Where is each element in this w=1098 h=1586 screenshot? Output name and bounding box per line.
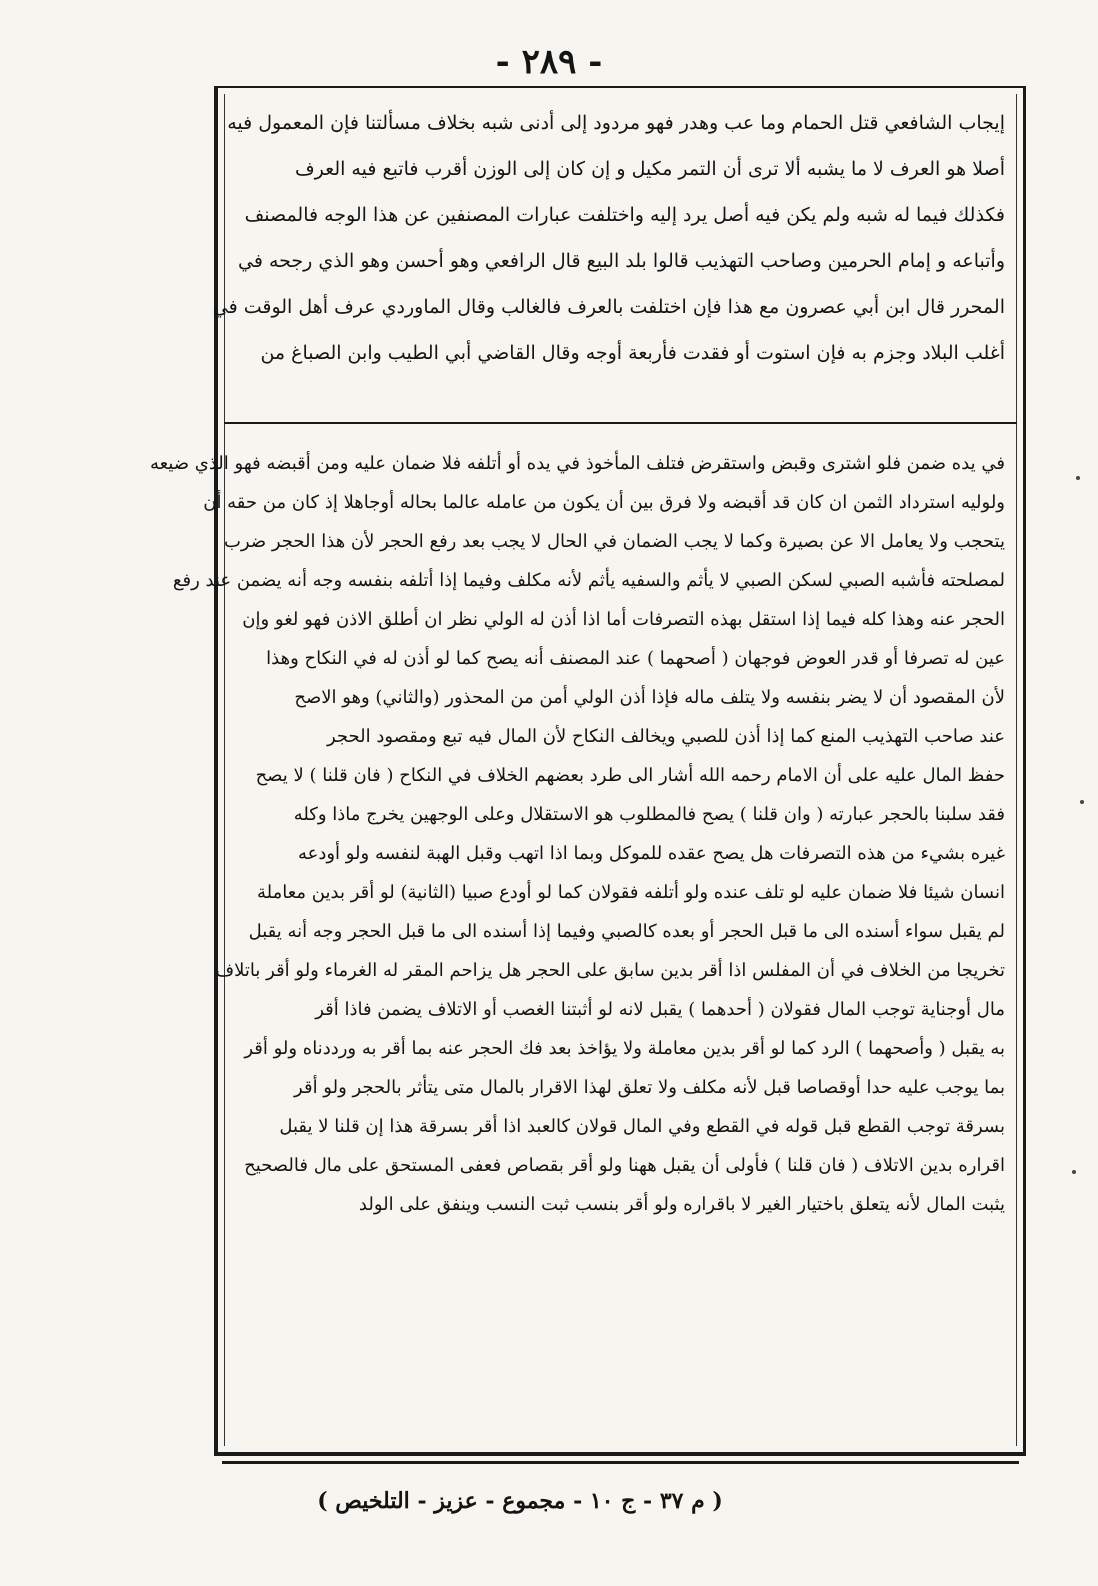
commentary-text <box>150 444 1005 1224</box>
commentary-line: غيره بشيء من هذه التصرفات هل يصح عقده للموكل وبما اذا اتهب وقبل الهبة لنفسه ولو أودعه <box>297 843 1005 864</box>
commentary-line: اقراره بدين الاتلاف ( فان قلنا ) فأولى أن يقبل ههنا ولو أقر بقصاص فعفى المستحق على مال فالصحيح <box>244 1155 1005 1176</box>
commentary-line: عند صاحب التهذيب المنع كما إذا أذن للصبي ويخالف النكاح لأن المال فيه تبع ومقصود الحجر <box>326 726 1005 747</box>
commentary-line: مال أوجناية توجب المال فقولان ( أحدهما ) يقبل لانه لو أثبتنا الغصب أو الاتلاف يضمن فاذا أقر <box>315 999 1005 1020</box>
commentary-line: به يقبل ( وأصحهما ) الرد كما لو أقر بدين معاملة ولا يؤاخذ بعد فك الحجر عنه بما أقر به ورددناه ولو أقر <box>244 1038 1005 1059</box>
commentary-line: لم يقبل سواء أسنده الى ما قبل الحجر أو بعده كالصبي وفيما إذا أسنده الى ما قبل الحجر وجه أنه يقبل <box>248 921 1005 942</box>
section-divider <box>224 422 1017 424</box>
commentary-line: بسرقة توجب القطع قبل قوله في القطع وفي المال قولان كالعبد اذا أقر بسرقة هذا إن قلنا لا يقبل <box>279 1116 1005 1137</box>
commentary-line: انسان شيئا فلا ضمان عليه لو تلف عنده ولو أتلفه فقولان كما لو أودع صبيا (الثانية) لو أقر بدين معاملة <box>257 882 1005 903</box>
commentary-line: فقد سلبنا بالحجر عبارته ( وان قلنا ) يصح فالمطلوب هو الاستقلال وعلى الوجهين يخرج ماذا وكله <box>293 804 1005 825</box>
commentary-line: ولوليه استرداد الثمن ان كان قد أقبضه ولا فرق بين أن يكون من عامله عالما بحاله أوجاهلا إذ كان من حقه أن <box>203 492 1005 513</box>
margin-dot <box>1076 476 1080 480</box>
commentary-line: يتحجب ولا يعامل الا عن بصيرة وكما لا يجب الضمان في الحال لا يجب بعد رفع الحجر لأن هذا الحجر ضرب <box>223 531 1005 552</box>
margin-dot <box>1072 1170 1076 1174</box>
main-text-line: أصلا هو العرف لا ما يشبه ألا ترى أن التمر مكيل و إن كان إلى الوزن أقرب فاتبع فيه العرف <box>294 158 1005 180</box>
main-text <box>212 100 1005 376</box>
commentary-line: تخريجا من الخلاف في أن المفلس اذا أقر بدين سابق على الحجر هل يزاحم المقر له الغرماء ولو أقر باتلاف <box>215 960 1005 981</box>
main-text-line: وأتباعه و إمام الحرمين وصاحب التهذيب قالوا بلد البيع قال الرافعي وهو أحسن وهو الذي رجحه في <box>238 250 1005 272</box>
commentary-line: عين له تصرفا أو قدر العوض فوجهان ( أصحهما ) عند المصنف أنه يصح كما لو أذن له في النكاح وهذا <box>266 648 1005 669</box>
commentary-line: يثبت المال لأنه يتعلق باختيار الغير لا باقراره ولو أقر بنسب ثبت النسب وينفق على الولد <box>358 1194 1005 1215</box>
commentary-line: لمصلحته فأشبه الصبي لسكن الصبي لا يأثم والسفيه يأثم لأنه مكلف وفيما إذا أتلفه بنفسه وجه أنه يضمن عند رفع <box>172 570 1005 591</box>
main-text-line: فكذلك فيما له شبه ولم يكن فيه أصل يرد إليه واختلفت عبارات المصنفين عن هذا الوجه فالمصنف <box>244 204 1005 226</box>
commentary-line: لأن المقصود أن لا يضر بنفسه ولا يتلف ماله فإذا أذن الولي أمن من المحذور (والثاني) وهو الاصح <box>294 687 1005 708</box>
main-text-line: أغلب البلاد وجزم به فإن استوت أو فقدت فأربعة أوجه وقال القاضي أبي الطيب وابن الصباغ من <box>260 342 1005 364</box>
text-frame <box>150 86 1026 1456</box>
commentary-line: بما يوجب عليه حدا أوقصاصا قبل لأنه مكلف ولا تعلق لهذا الاقرار بالمال متى يتأثر بالحجر ولو أقر <box>294 1077 1005 1098</box>
footer-signature: ( م ٣٧ - ج ١٠ - مجموع - عزيز - التلخيص ) <box>317 1488 723 1514</box>
page-number: - ٢٨٩ - <box>495 42 603 82</box>
commentary-line: الحجر عنه وهذا كله فيما إذا استقل بهذه التصرفات أما اذا أذن له الولي نظر ان أطلق الاذن فهو لغو وإن <box>242 609 1005 630</box>
commentary-line: حفظ المال عليه على أن الامام رحمه الله أشار الى طرد بعضهم الخلاف في النكاح ( فان قلنا ) لا يصح <box>255 765 1005 786</box>
commentary-line: في يده ضمن فلو اشترى وقبض واستقرض فتلف المأخوذ في يده أو أتلفه فلا ضمان عليه ومن أقبضه فهو الذي ضيعه <box>150 453 1005 474</box>
main-text-line: المحرر قال ابن أبي عصرون مع هذا فإن اختلفت بالعرف فالغالب وقال الماوردي عرف أهل الوقت في <box>212 296 1005 318</box>
margin-dot <box>1080 800 1084 804</box>
main-text-line: إيجاب الشافعي قتل الحمام وما عب وهدر فهو مردود إلى أدنى شبه بخلاف مسألتنا فإن المعمول فيه <box>227 112 1005 134</box>
